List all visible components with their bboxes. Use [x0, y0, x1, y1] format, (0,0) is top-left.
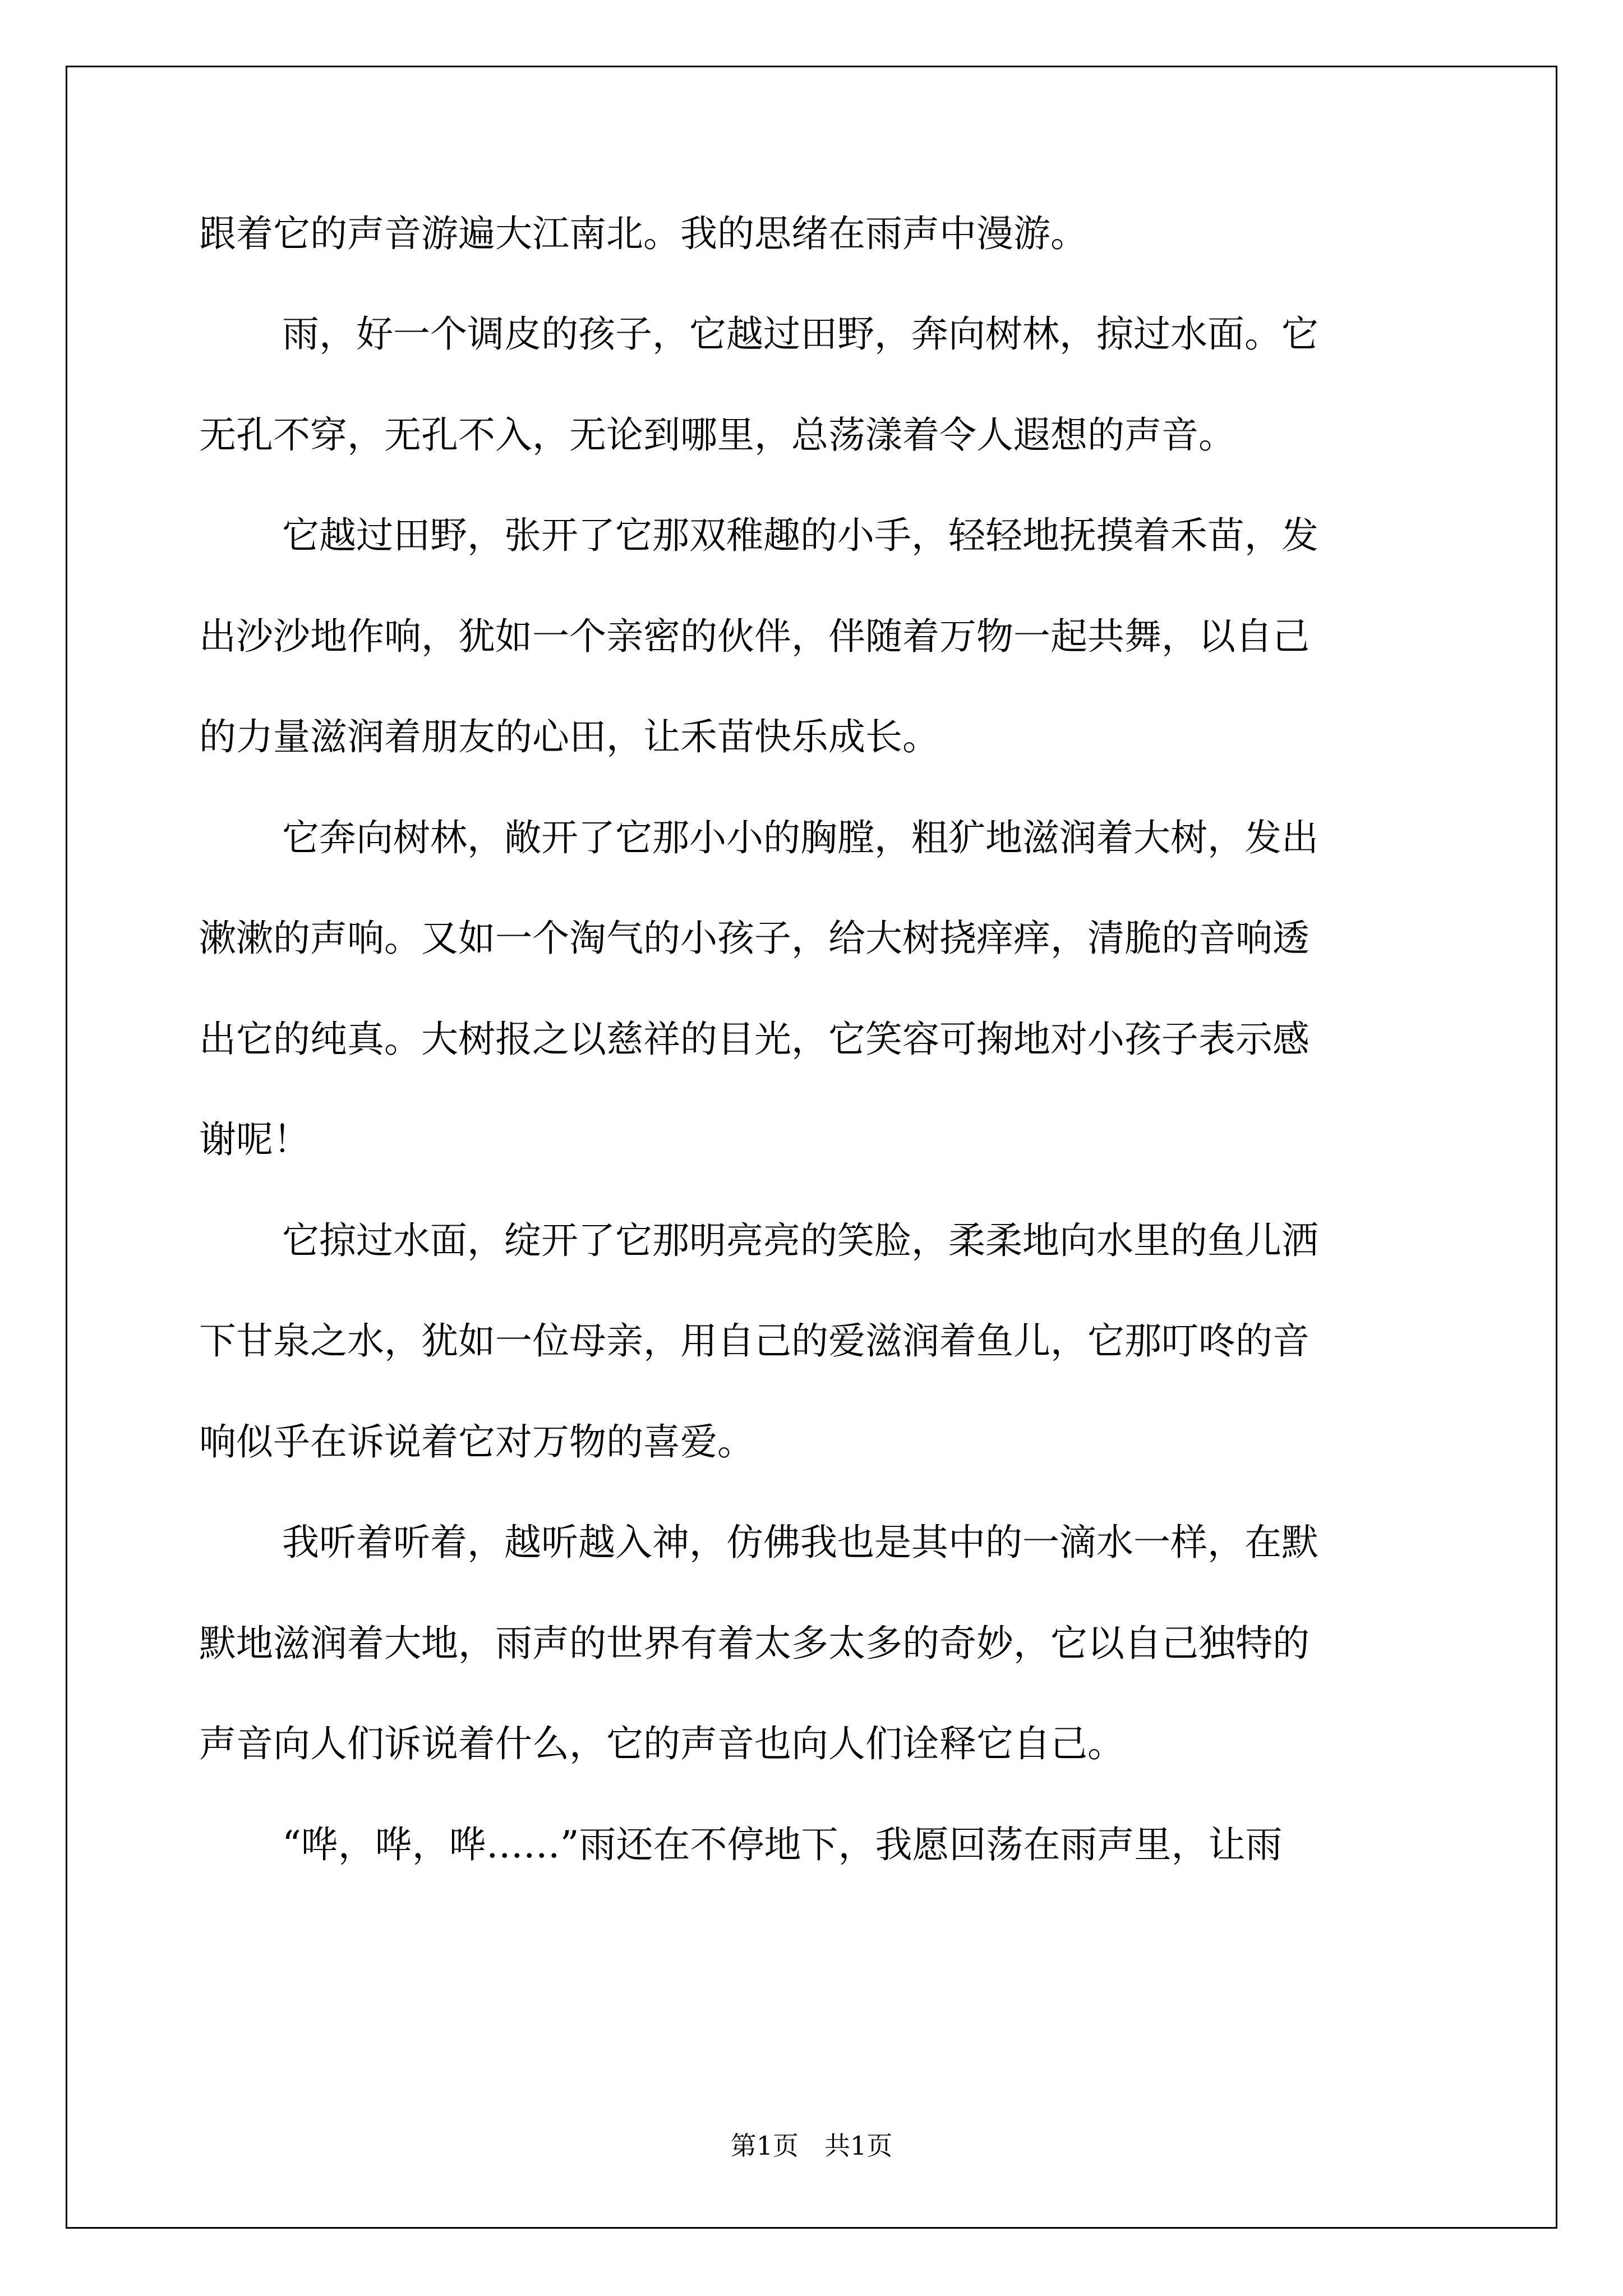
body-line-9: 出它的纯真。大树报之以慈祥的目光，它笑容可掬地对小孩子表示感	[199, 1018, 1310, 1061]
body-line-3: 无孔不穿，无孔不入，无论到哪里，总荡漾着令人遐想的声音。	[199, 413, 1235, 457]
body-line-14: 我听着听着，越听越入神，仿佛我也是其中的一滴水一样，在默	[282, 1521, 1318, 1564]
body-line-16: 声音向人们诉说着什么，它的声音也向人们诠释它自己。	[199, 1722, 1124, 1765]
body-line-17: “哗，哗，哗……”雨还在不停地下，我愿回荡在雨声里，让雨	[282, 1823, 1283, 1866]
body-line-6: 的力量滋润着朋友的心田，让禾苗快乐成长。	[199, 715, 939, 758]
body-line-11: 它掠过水面，绽开了它那明亮亮的笑脸，柔柔地向水里的鱼儿洒	[282, 1219, 1318, 1262]
body-line-5: 出沙沙地作响，犹如一个亲密的伙伴，伴随着万物一起共舞，以自己	[199, 615, 1310, 658]
body-line-10: 谢呢！	[199, 1118, 310, 1161]
body-line-12: 下甘泉之水，犹如一位母亲，用自己的爱滋润着鱼儿，它那叮咚的音	[199, 1319, 1310, 1363]
body-line-13: 响似乎在诉说着它对万物的喜爱。	[199, 1420, 754, 1464]
page-number-footer: 第1页 共1页	[730, 2131, 893, 2161]
body-line-7: 它奔向树林，敞开了它那小小的胸膛，粗犷地滋润着大树，发出	[282, 816, 1318, 859]
body-line-4: 它越过田野，张开了它那双稚趣的小手，轻轻地抚摸着禾苗，发	[282, 514, 1318, 557]
body-line-1: 跟着它的声音游遍大江南北。我的思绪在雨声中漫游。	[199, 212, 1087, 255]
body-line-2: 雨，好一个调皮的孩子，它越过田野，奔向树林，掠过水面。它	[282, 312, 1318, 356]
body-line-15: 默地滋润着大地，雨声的世界有着太多太多的奇妙，它以自己独特的	[199, 1622, 1310, 1665]
body-line-8: 漱漱的声响。又如一个淘气的小孩子，给大树挠痒痒，清脆的音响透	[199, 917, 1310, 960]
